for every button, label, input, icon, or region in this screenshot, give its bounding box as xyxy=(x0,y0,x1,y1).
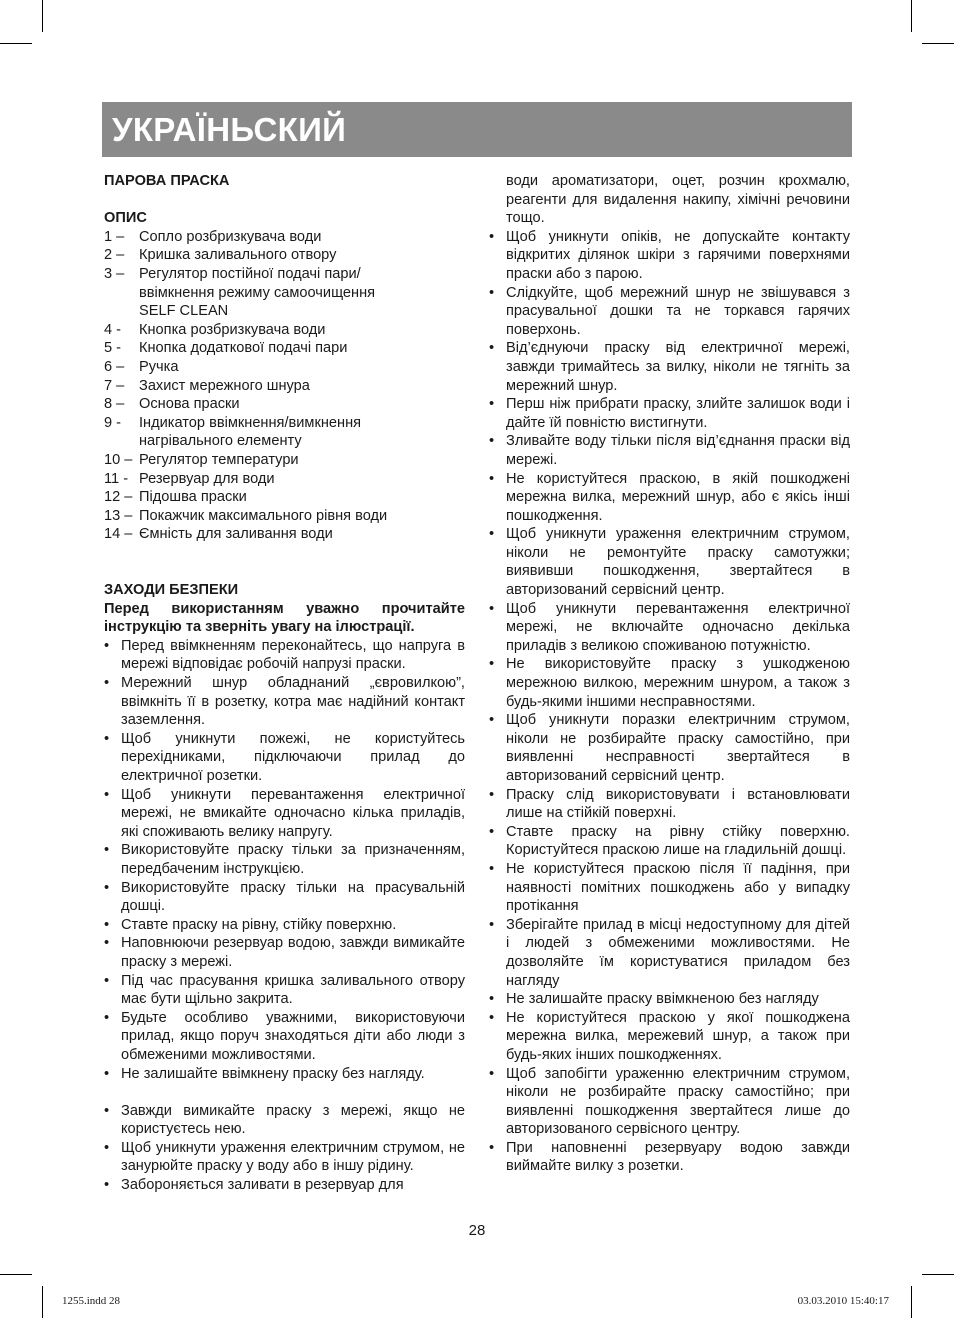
list-item xyxy=(104,321,465,340)
list-item xyxy=(104,1102,465,1139)
list-item xyxy=(104,228,465,247)
list-item xyxy=(104,339,465,358)
bullet-icon: • xyxy=(104,786,110,803)
list-item xyxy=(489,1065,850,1139)
list-item xyxy=(489,823,850,860)
list-item xyxy=(104,358,465,377)
list-item xyxy=(104,1009,465,1065)
list-item xyxy=(489,860,850,916)
item-text: Захист мережного шнура xyxy=(139,377,310,394)
item-text: Кнопка розбризкувача води xyxy=(139,321,326,338)
list-item xyxy=(489,525,850,599)
bullet-icon: • xyxy=(489,712,495,729)
item-text: Регулятор температури xyxy=(139,451,299,468)
item-text: Під час прасування кришка заливального отвору має бути щільно закрита. xyxy=(121,972,465,1008)
safety-list-left xyxy=(104,637,465,1083)
safety-list-right xyxy=(489,228,850,1176)
list-item xyxy=(489,432,850,469)
bullet-icon: • xyxy=(104,1102,110,1119)
list-item xyxy=(489,711,850,785)
item-text: Ручка xyxy=(139,358,179,375)
list-item xyxy=(104,265,465,321)
list-item xyxy=(104,488,465,507)
item-number: 8 – xyxy=(104,396,125,413)
list-item xyxy=(104,1139,465,1176)
bullet-icon: • xyxy=(104,637,110,654)
item-text: Забороняється заливати в резервуар для xyxy=(121,1177,404,1194)
crop-mark xyxy=(922,43,954,44)
parts-list xyxy=(104,228,465,544)
bullet-icon: • xyxy=(489,916,495,933)
item-text: Перш ніж прибрати праску, злийте залишок води і дайте їй повністю вистигнути. xyxy=(506,396,850,431)
bullet-icon: • xyxy=(489,786,495,803)
item-text: Покажчик максимального рівня води xyxy=(139,507,388,524)
item-number: 7 – xyxy=(104,377,125,394)
left-column xyxy=(104,172,465,1195)
bullet-icon: • xyxy=(104,916,110,933)
item-number: 11 - xyxy=(104,470,129,487)
item-text: Щоб уникнути пожежі, не користуйтесь перехідниками, підключаючи прилад до електричної розетки. xyxy=(121,730,465,784)
bullet-icon: • xyxy=(489,991,495,1008)
list-item xyxy=(489,990,850,1009)
item-number: 1 – xyxy=(104,228,125,245)
item-number: 6 – xyxy=(104,358,125,375)
bullet-icon: • xyxy=(489,228,495,245)
item-text: Не залишайте ввімкнену праску без нагляду. xyxy=(121,1065,425,1082)
item-text: Використовуйте праску тільки на прасувальній дошці. xyxy=(121,879,465,915)
list-item xyxy=(489,1009,850,1065)
bullet-icon: • xyxy=(489,340,495,357)
item-text: Щоб уникнути ураження електричним струмом, ніколи не ремонтуйте праску самотужки; виявивши пошкодження, звертайтеся в авторизований сервісний центр. xyxy=(506,526,850,599)
list-item xyxy=(104,1176,465,1195)
footer-datetime: 03.03.2010 15:40:17 xyxy=(797,1295,889,1307)
bullet-icon: • xyxy=(104,730,110,747)
item-text: Не користуйтеся праскою у якої пошкоджена мережна вилка, мережевий шнур, а також при будь-яких інших пошкодженнях. xyxy=(506,1009,850,1063)
item-number: 9 - xyxy=(104,414,122,431)
item-text: Щоб уникнути ураження електричним струмом, не занурюйте праску у воду або в іншу рідину. xyxy=(121,1139,465,1175)
bullet-icon: • xyxy=(104,972,110,989)
item-number: 12 – xyxy=(104,489,133,506)
item-text: Щоб уникнути поразки електричним струмом, ніколи не розбирайте праску самостійно, при виявленні несправності звертайтеся в авторизований сервісний центр. xyxy=(506,712,850,784)
item-text: Індикатор ввімкнення/вимкнення нагрівального елементу xyxy=(139,414,362,450)
bullet-icon: • xyxy=(489,1139,495,1156)
doc-title: ПАРОВА ПРАСКА xyxy=(104,173,230,189)
item-text: Ставте праску на рівну стійку поверхню. Користуйтеся праскою лише на гладильній дошці. xyxy=(506,823,850,859)
list-item xyxy=(104,451,465,470)
item-text: Мережний шнур обладнаний „євровилкою”, ввімкніть її в розетку, котра має надійний контакт заземлення. xyxy=(121,675,465,729)
crop-mark xyxy=(0,1274,32,1275)
safety-list-left-continued xyxy=(104,1102,465,1195)
bullet-icon: • xyxy=(104,1177,110,1194)
item-text: Резервуар для води xyxy=(139,470,275,487)
item-text: Зберігайте прилад в місці недоступному для дітей і людей з обмеженими можливостями. Не дозволяйте їм користуватися приладом без нагляду xyxy=(506,916,850,989)
item-text: Не користуйтеся праскою після її падіння, при наявності помітних пошкоджень або у випадку протікання xyxy=(506,860,850,915)
item-number: 14 – xyxy=(104,526,133,543)
bullet-icon: • xyxy=(104,1065,110,1082)
bullet-icon: • xyxy=(489,656,495,673)
bullet-icon: • xyxy=(489,823,495,840)
crop-mark xyxy=(0,43,32,44)
item-text: Завжди вимикайте праску з мережі, якщо не користуєтесь нею. xyxy=(121,1102,465,1138)
list-item xyxy=(104,786,465,842)
bullet-icon: • xyxy=(104,1009,110,1026)
item-text: Наповнюючи резервуар водою, завжди вимикайте праску з мережі. xyxy=(121,935,465,970)
item-text: Будьте особливо уважними, використовуючи прилад, якщо поруч знаходяться діти або люди з обмеженими можливостями. xyxy=(121,1009,465,1063)
bullet-icon: • xyxy=(489,433,495,450)
item-text: Щоб уникнути опіків, не допускайте контакту відкритих ділянок шкіри з гарячими поверхнями праски або з парою. xyxy=(506,228,850,282)
item-text: Ємність для заливання води xyxy=(139,526,333,543)
item-text: Кнопка додаткової подачі пари xyxy=(139,340,348,357)
item-text: Не використовуйте праску з ушкодженою мережною вилкою, мережним шнуром, а також з будь-якими іншими несправностями. xyxy=(506,656,850,710)
description-heading: ОПИС xyxy=(104,210,147,227)
list-item xyxy=(104,879,465,916)
bullet-icon: • xyxy=(104,675,110,692)
crop-mark xyxy=(42,1286,43,1318)
language-banner xyxy=(102,102,852,157)
list-item xyxy=(104,1065,465,1084)
bullet-icon: • xyxy=(489,526,495,543)
page-number: 28 xyxy=(468,1222,486,1239)
item-number: 13 – xyxy=(104,507,133,524)
item-number: 5 - xyxy=(104,340,122,357)
list-item xyxy=(104,916,465,935)
list-item xyxy=(104,637,465,674)
language-title: УКРАЇНЬСКИЙ xyxy=(112,111,347,148)
list-item xyxy=(104,470,465,489)
list-item xyxy=(489,786,850,823)
item-number: 3 – xyxy=(104,265,125,282)
list-item xyxy=(104,246,465,265)
crop-mark xyxy=(42,0,43,32)
item-text: При наповненні резервуару водою завжди виймайте вилку з розетки. xyxy=(506,1139,850,1175)
item-number: 2 – xyxy=(104,247,125,264)
list-item xyxy=(104,395,465,414)
list-item xyxy=(104,934,465,971)
list-item xyxy=(489,228,850,284)
list-item xyxy=(489,284,850,340)
bullet-icon: • xyxy=(489,600,495,617)
item-text: Щоб уникнути перевантаження електричної мережі, не включайте одночасно декілька приладів з великою споживаною потужністю. xyxy=(506,600,850,654)
list-item xyxy=(489,395,850,432)
bullet-icon: • xyxy=(104,842,110,859)
crop-mark xyxy=(911,0,912,32)
list-item xyxy=(104,841,465,878)
bullet-icon: • xyxy=(489,1065,495,1082)
item-text: Не користуйтеся праскою, в якій пошкоджені мережна вилка, мережний шнур, або є якісь інші пошкодження. xyxy=(506,470,850,524)
item-number: 4 - xyxy=(104,321,122,338)
list-item xyxy=(489,1139,850,1176)
list-item xyxy=(489,655,850,711)
bullet-icon: • xyxy=(489,860,495,877)
list-item xyxy=(104,377,465,396)
list-item xyxy=(104,674,465,730)
item-text: Підошва праски xyxy=(139,489,247,506)
crop-mark xyxy=(922,1274,954,1275)
item-text: Праску слід використовувати і встановлювати лише на стійкій поверхні. xyxy=(506,786,850,822)
safety-intro: Перед використанням уважно прочитайте інструкцію та зверніть увагу на ілюстрації. xyxy=(104,600,465,636)
item-text: Від’єднуючи праску від електричної мережі, завжди тримайтесь за вилку, ніколи не тягніть за мережний шнур. xyxy=(506,340,850,394)
list-item xyxy=(489,470,850,526)
bullet-icon: • xyxy=(104,1139,110,1156)
item-text: Використовуйте праску тільки за призначенням, передбаченим інструкцією. xyxy=(121,842,465,877)
list-item xyxy=(489,916,850,990)
item-text: Щоб запобігти ураженню електричним струмом, ніколи не розбирайте праску самостійно; при виявленні пошкодження звертайтеся лише до авторизованого сервісного центру. xyxy=(506,1065,850,1138)
list-item xyxy=(104,507,465,526)
list-item xyxy=(104,525,465,544)
list-item xyxy=(104,730,465,786)
bullet-icon: • xyxy=(489,470,495,487)
bullet-icon: • xyxy=(104,935,110,952)
item-text: Регулятор постійної подачі пари/ ввімкнення режиму самоочищення SELF CLEAN xyxy=(139,265,376,320)
continued-text: води ароматизатори, оцет, розчин крохмалю, реагенти для видалення накипу, хімічні речовини тощо. xyxy=(506,173,850,227)
bullet-icon: • xyxy=(104,879,110,896)
right-column xyxy=(489,172,850,1176)
item-text: Сопло розбризкувача води xyxy=(139,228,322,245)
item-text: Ставте праску на рівну, стійку поверхню. xyxy=(121,916,397,933)
item-text: Основа праски xyxy=(139,396,240,413)
item-number: 10 – xyxy=(104,451,133,468)
footer-file: 1255.indd 28 xyxy=(62,1295,121,1307)
list-item xyxy=(104,972,465,1009)
item-text: Кришка заливального отвору xyxy=(139,247,337,264)
list-item xyxy=(489,600,850,656)
list-item xyxy=(489,339,850,395)
item-text: Зливайте воду тільки після від’єднання праски від мережі. xyxy=(506,433,850,468)
item-text: Слідкуйте, щоб мережний шнур не звішувався з прасувальної дошки та не торкався гарячих поверхонь. xyxy=(506,284,850,338)
bullet-icon: • xyxy=(489,396,495,413)
item-text: Перед ввімкненням переконайтесь, що напруга в мережі відповідає робочій напрузі праски. xyxy=(121,637,465,673)
safety-heading: ЗАХОДИ БЕЗПЕКИ xyxy=(104,582,239,599)
bullet-icon: • xyxy=(489,1009,495,1026)
item-text: Не залишайте праску ввімкненою без нагляду xyxy=(506,991,819,1008)
list-item xyxy=(104,414,465,451)
crop-mark xyxy=(911,1286,912,1318)
bullet-icon: • xyxy=(489,284,495,301)
item-text: Щоб уникнути перевантаження електричної мережі, не вмикайте одночасно кілька приладів, які споживають велику напругу. xyxy=(121,786,465,840)
